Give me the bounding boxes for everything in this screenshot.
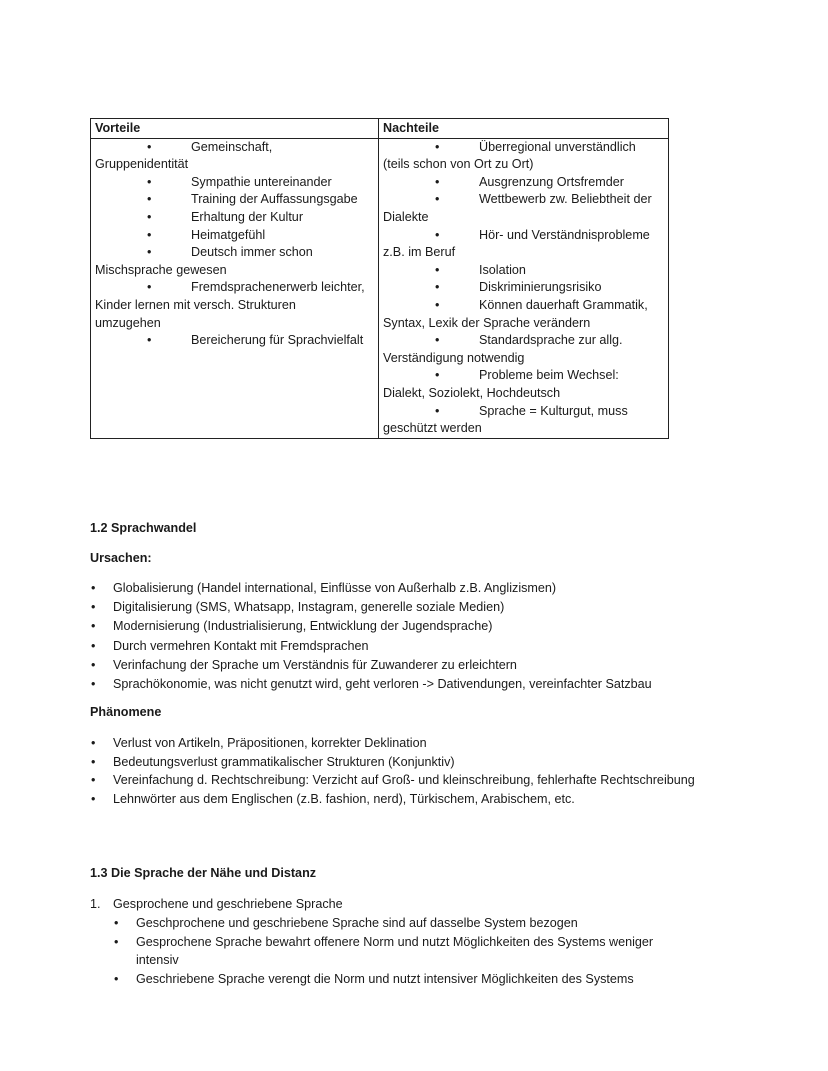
ursache-item xyxy=(91,675,803,694)
bullet-icon: • xyxy=(147,174,152,189)
ursache-item xyxy=(91,617,803,636)
vorteil-item-continuation: Mischsprache gewesen xyxy=(95,262,227,277)
bullet-icon: • xyxy=(91,677,96,692)
ursache-item-text: Globalisierung (Handel international, Einflüsse von Außerhalb z.B. Anglizismen) xyxy=(113,581,557,595)
bullet-icon: • xyxy=(114,916,119,931)
pros-cons-table xyxy=(90,118,669,439)
vorteil-item-text: Erhaltung der Kultur xyxy=(191,209,304,224)
bullet-icon: • xyxy=(91,736,96,750)
section-heading-1-3: 1.3 Die Sprache der Nähe und Distanz xyxy=(90,866,317,880)
vorteil-item-text: Heimatgefühl xyxy=(191,227,266,242)
phaenomene-list xyxy=(91,734,713,808)
vorteil-item-continuation: Kinder lernen mit versch. Strukturen xyxy=(95,297,296,312)
nachteil-item-text: Sprache = Kulturgut, muss xyxy=(479,403,628,418)
vorteil-item xyxy=(95,191,375,209)
phaenomen-item xyxy=(91,734,713,753)
vorteil-item xyxy=(95,139,375,174)
bullet-icon: • xyxy=(435,227,440,242)
bullet-icon: • xyxy=(91,600,96,615)
nachteil-item xyxy=(383,262,665,280)
bullet-icon: • xyxy=(91,581,96,595)
bullet-icon: • xyxy=(435,174,440,189)
vorteile-cell xyxy=(91,138,379,438)
nachteil-item xyxy=(383,332,665,367)
nachteil-item xyxy=(383,403,665,438)
phaenomen-item xyxy=(91,771,713,790)
section-heading-1-2: 1.2 Sprachwandel xyxy=(90,521,197,535)
vorteil-item xyxy=(95,227,375,245)
bullet-icon: • xyxy=(147,333,152,348)
sub-item xyxy=(114,933,676,970)
bullet-icon: • xyxy=(435,403,440,418)
bullet-icon: • xyxy=(114,971,119,986)
nachteil-item-text: Standardsprache zur allg. xyxy=(479,333,623,348)
sub-item xyxy=(114,970,676,989)
bullet-icon: • xyxy=(147,209,152,224)
bullet-icon: • xyxy=(435,368,440,383)
vorteil-item-text: Deutsch immer schon xyxy=(191,245,313,260)
bullet-icon: • xyxy=(91,791,96,806)
ursache-item xyxy=(91,579,803,598)
nachteil-item xyxy=(383,139,665,174)
vorteil-item-text: Sympathie untereinander xyxy=(191,174,332,189)
bullet-icon: • xyxy=(435,333,440,348)
nachteile-cell xyxy=(379,138,669,438)
ursache-item-text: Modernisierung (Industrialisierung, Entwicklung der Jugendsprache) xyxy=(113,619,493,634)
nachteil-item xyxy=(383,227,665,262)
bullet-icon: • xyxy=(435,192,440,207)
nachteil-item xyxy=(383,297,665,332)
table-body-row xyxy=(91,138,669,438)
bullet-icon: • xyxy=(147,245,152,260)
bullet-icon: • xyxy=(435,139,440,154)
vorteil-item xyxy=(95,174,375,192)
ursache-item-text: Digitalisierung (SMS, Whatsapp, Instagram, generelle soziale Medien) xyxy=(113,600,505,615)
bullet-icon: • xyxy=(147,139,152,154)
bullet-icon: • xyxy=(435,297,440,312)
nachteil-item-text: Überregional unverständlich xyxy=(479,139,636,154)
nachteil-item xyxy=(383,367,665,402)
ursachen-list xyxy=(91,579,803,694)
nachteil-item-continuation: z.B. im Beruf xyxy=(383,245,456,260)
sub-item-text: Geschprochene und geschriebene Sprache sind auf dasselbe System bezogen xyxy=(136,916,578,931)
vorteil-item-text: Bereicherung für Sprachvielfalt xyxy=(191,333,364,348)
bullet-icon: • xyxy=(147,192,152,207)
nachteil-item-text: Hör- und Verständnisprobleme xyxy=(479,227,650,242)
sub-item-text: Gesprochene Sprache bewahrt offenere Norm und nutzt Möglichkeiten des Systems weniger intensiv xyxy=(136,934,654,968)
table-header-row xyxy=(91,119,669,139)
nachteil-item-continuation: Syntax, Lexik der Sprache verändern xyxy=(383,315,591,330)
ursache-item xyxy=(91,656,803,675)
vorteil-item-continuation: umzugehen xyxy=(95,315,161,330)
sub-item-text: Geschriebene Sprache verengt die Norm und nutzt intensiver Möglichkeiten des Systems xyxy=(136,971,634,986)
ursachen-label: Ursachen: xyxy=(90,551,152,565)
nachteil-item-text: Können dauerhaft Grammatik, xyxy=(479,297,648,312)
header-vorteile: Vorteile xyxy=(91,119,379,139)
bullet-icon: • xyxy=(91,754,96,769)
ursache-item-text: Verinfachung der Sprache um Verständnis für Zuwanderer zu erleichtern xyxy=(113,657,517,672)
ursache-item xyxy=(91,637,803,656)
nachteil-item-text: Probleme beim Wechsel: xyxy=(479,368,619,383)
vorteil-item xyxy=(95,279,375,332)
vorteil-item-text: Fremdsprachenerwerb leichter, xyxy=(191,280,365,295)
nachteil-item-continuation: (teils schon von Ort zu Ort) xyxy=(383,157,534,172)
numbered-item xyxy=(90,895,710,989)
bullet-icon: • xyxy=(435,262,440,277)
bullet-icon: • xyxy=(114,934,119,949)
ursache-item-text: Durch vermehren Kontakt mit Fremdsprachen xyxy=(113,638,369,653)
vorteil-item-text: Gemeinschaft, xyxy=(191,139,273,154)
nachteil-item-continuation: Dialekt, Soziolekt, Hochdeutsch xyxy=(383,385,561,400)
sub-item xyxy=(114,914,676,933)
nachteil-item-continuation: Verständigung notwendig xyxy=(383,350,525,365)
bullet-icon: • xyxy=(435,280,440,295)
phaenomen-item xyxy=(91,753,713,772)
vorteil-item xyxy=(95,209,375,227)
item-number: 1. xyxy=(90,897,101,911)
phaenomen-item-text: Lehnwörter aus dem Englischen (z.B. fashion, nerd), Türkischem, Arabischem, etc. xyxy=(113,791,575,806)
bullet-icon: • xyxy=(91,619,96,634)
nachteil-item-continuation: Dialekte xyxy=(383,209,429,224)
nachteil-item-continuation: geschützt werden xyxy=(383,421,482,436)
vorteil-item-text: Training der Auffassungsgabe xyxy=(191,192,358,207)
numbered-list xyxy=(90,895,710,989)
nachteil-item-text: Isolation xyxy=(479,262,526,277)
phaenomen-item-text: Bedeutungsverlust grammatikalischer Strukturen (Konjunktiv) xyxy=(113,754,455,769)
vorteil-item xyxy=(95,332,375,350)
nachteil-item xyxy=(383,174,665,192)
phaenomen-item-text: Vereinfachung d. Rechtschreibung: Verzicht auf Groß- und kleinschreibung, fehlerhafte Rechtschreibung xyxy=(113,773,695,788)
bullet-icon: • xyxy=(91,657,96,672)
phaenomene-label: Phänomene xyxy=(90,705,162,719)
vorteil-item xyxy=(95,244,375,279)
item-label: Gesprochene und geschriebene Sprache xyxy=(113,897,343,911)
phaenomen-item xyxy=(91,790,713,809)
nachteil-item-text: Ausgrenzung Ortsfremder xyxy=(479,174,624,189)
ursache-item-text: Sprachökonomie, was nicht genutzt wird, geht verloren -> Dativendungen, vereinfachter Satzbau xyxy=(113,677,652,692)
nachteil-item xyxy=(383,191,665,226)
nachteil-item-text: Wettbewerb zw. Beliebtheit der xyxy=(479,192,652,207)
bullet-icon: • xyxy=(147,227,152,242)
ursache-item xyxy=(91,598,803,617)
vorteil-item-continuation: Gruppenidentität xyxy=(95,157,189,172)
nachteil-item-text: Diskriminierungsrisiko xyxy=(479,280,602,295)
sub-list xyxy=(114,914,676,988)
bullet-icon: • xyxy=(91,773,96,788)
bullet-icon: • xyxy=(91,638,96,653)
bullet-icon: • xyxy=(147,280,152,295)
header-nachteile: Nachteile xyxy=(379,119,669,139)
nachteil-item xyxy=(383,279,665,297)
phaenomen-item-text: Verlust von Artikeln, Präpositionen, korrekter Deklination xyxy=(113,736,427,750)
